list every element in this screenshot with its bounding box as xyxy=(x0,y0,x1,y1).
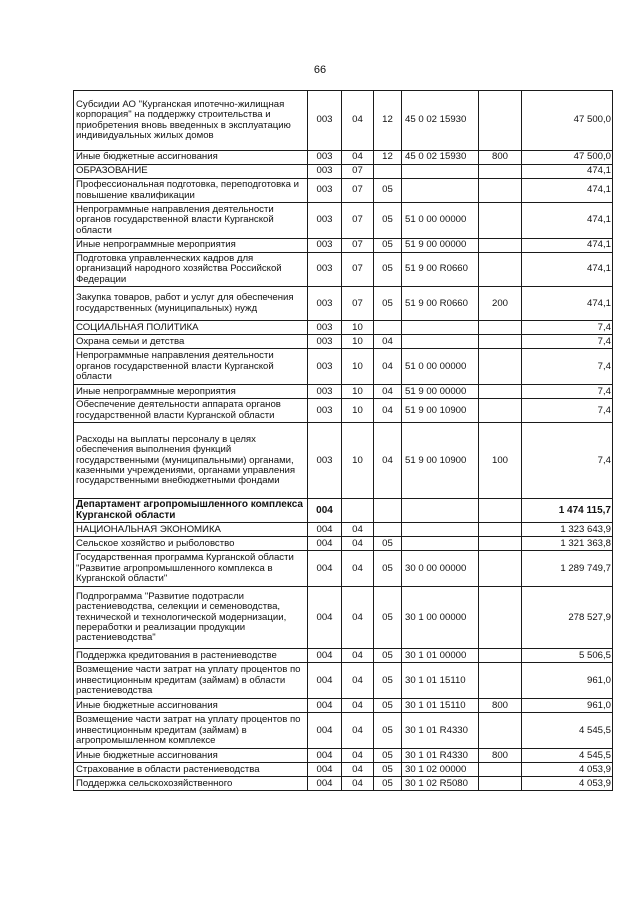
subsection-code-cell: 12 xyxy=(374,151,402,165)
table-row xyxy=(74,399,613,423)
table-row xyxy=(74,203,613,239)
table-row xyxy=(74,499,613,523)
expense-type-cell xyxy=(479,523,522,537)
row-name-cell: СОЦИАЛЬНАЯ ПОЛИТИКА xyxy=(74,321,308,335)
target-article-cell: 45 0 02 15930 xyxy=(402,151,479,165)
section-code-cell: 07 xyxy=(342,239,374,253)
table-row xyxy=(74,165,613,179)
amount-cell: 4 053,9 xyxy=(522,777,613,791)
expense-type-cell xyxy=(479,253,522,287)
row-name-cell: Непрограммные направления деятельности органов государственной власти Курганской области xyxy=(74,349,308,385)
section-code-cell: 07 xyxy=(342,179,374,203)
expense-type-cell xyxy=(479,499,522,523)
subsection-code-cell: 05 xyxy=(374,551,402,587)
ministry-code-cell: 003 xyxy=(308,349,342,385)
amount-cell: 961,0 xyxy=(522,699,613,713)
row-name-cell: Сельское хозяйство и рыболовство xyxy=(74,537,308,551)
target-article-cell: 30 1 01 00000 xyxy=(402,649,479,663)
table-row xyxy=(74,287,613,321)
section-code-cell: 04 xyxy=(342,777,374,791)
ministry-code-cell: 003 xyxy=(308,423,342,499)
section-code-cell: 04 xyxy=(342,749,374,763)
section-code-cell: 07 xyxy=(342,203,374,239)
target-article-cell xyxy=(402,165,479,179)
ministry-code-cell: 004 xyxy=(308,587,342,649)
ministry-code-cell: 004 xyxy=(308,713,342,749)
table-row xyxy=(74,239,613,253)
subsection-code-cell: 05 xyxy=(374,179,402,203)
table-row xyxy=(74,335,613,349)
expense-type-cell: 800 xyxy=(479,699,522,713)
section-code-cell: 04 xyxy=(342,663,374,699)
target-article-cell: 30 1 01 R4330 xyxy=(402,713,479,749)
amount-cell: 7,4 xyxy=(522,335,613,349)
ministry-code-cell: 003 xyxy=(308,179,342,203)
ministry-code-cell: 003 xyxy=(308,165,342,179)
row-name-cell: Непрограммные направления деятельности органов государственной власти Курганской области xyxy=(74,203,308,239)
table-row xyxy=(74,151,613,165)
expense-type-cell xyxy=(479,385,522,399)
subsection-code-cell xyxy=(374,523,402,537)
target-article-cell: 30 1 01 15110 xyxy=(402,663,479,699)
target-article-cell: 30 1 01 15110 xyxy=(402,699,479,713)
expense-type-cell xyxy=(479,321,522,335)
expense-type-cell xyxy=(479,649,522,663)
row-name-cell: Государственная программа Курганской области "Развитие агропромышленного комплекса в Курганской области" xyxy=(74,551,308,587)
target-article-cell: 51 9 00 R0660 xyxy=(402,253,479,287)
row-name-cell: Иные бюджетные ассигнования xyxy=(74,749,308,763)
ministry-code-cell: 004 xyxy=(308,537,342,551)
ministry-code-cell: 003 xyxy=(308,399,342,423)
ministry-code-cell: 004 xyxy=(308,551,342,587)
section-code-cell: 04 xyxy=(342,537,374,551)
ministry-code-cell: 004 xyxy=(308,763,342,777)
target-article-cell xyxy=(402,537,479,551)
row-name-cell: Подготовка управленческих кадров для организаций народного хозяйства Российской Федерации xyxy=(74,253,308,287)
row-name-cell: Профессиональная подготовка, переподготовка и повышение квалификации xyxy=(74,179,308,203)
amount-cell: 474,1 xyxy=(522,253,613,287)
table-row xyxy=(74,91,613,151)
amount-cell: 4 545,5 xyxy=(522,713,613,749)
ministry-code-cell: 004 xyxy=(308,699,342,713)
table-row xyxy=(74,537,613,551)
section-code-cell: 04 xyxy=(342,699,374,713)
subsection-code-cell: 05 xyxy=(374,587,402,649)
section-code-cell: 07 xyxy=(342,253,374,287)
table-row xyxy=(74,253,613,287)
expense-type-cell xyxy=(479,335,522,349)
amount-cell: 5 506,5 xyxy=(522,649,613,663)
subsection-code-cell: 04 xyxy=(374,399,402,423)
subsection-code-cell: 05 xyxy=(374,713,402,749)
section-code-cell xyxy=(342,499,374,523)
expense-type-cell xyxy=(479,239,522,253)
row-name-cell: Охрана семьи и детства xyxy=(74,335,308,349)
target-article-cell: 51 9 00 10900 xyxy=(402,399,479,423)
amount-cell: 7,4 xyxy=(522,385,613,399)
ministry-code-cell: 003 xyxy=(308,151,342,165)
row-name-cell: Иные непрограммные мероприятия xyxy=(74,385,308,399)
ministry-code-cell: 004 xyxy=(308,523,342,537)
table-row xyxy=(74,587,613,649)
target-article-cell: 30 1 01 R4330 xyxy=(402,749,479,763)
section-code-cell: 07 xyxy=(342,165,374,179)
subsection-code-cell: 05 xyxy=(374,253,402,287)
section-code-cell: 04 xyxy=(342,523,374,537)
target-article-cell xyxy=(402,523,479,537)
expense-type-cell xyxy=(479,203,522,239)
table-row xyxy=(74,699,613,713)
subsection-code-cell: 04 xyxy=(374,385,402,399)
target-article-cell: 51 9 00 10900 xyxy=(402,423,479,499)
expense-type-cell xyxy=(479,587,522,649)
section-code-cell: 04 xyxy=(342,763,374,777)
table-row xyxy=(74,649,613,663)
ministry-code-cell: 003 xyxy=(308,203,342,239)
expense-type-cell xyxy=(479,551,522,587)
subsection-code-cell: 05 xyxy=(374,699,402,713)
target-article-cell: 51 9 00 00000 xyxy=(402,239,479,253)
table-row xyxy=(74,777,613,791)
row-name-cell: Поддержка кредитования в растениеводстве xyxy=(74,649,308,663)
ministry-code-cell: 004 xyxy=(308,663,342,699)
expense-type-cell xyxy=(479,165,522,179)
row-name-cell: Возмещение части затрат на уплату процентов по инвестиционным кредитам (займам) в агропромышленном комплексе xyxy=(74,713,308,749)
target-article-cell xyxy=(402,179,479,203)
section-code-cell: 10 xyxy=(342,335,374,349)
ministry-code-cell: 003 xyxy=(308,287,342,321)
section-code-cell: 04 xyxy=(342,713,374,749)
table-row xyxy=(74,349,613,385)
amount-cell: 7,4 xyxy=(522,321,613,335)
section-code-cell: 04 xyxy=(342,91,374,151)
target-article-cell: 30 1 00 00000 xyxy=(402,587,479,649)
table-body xyxy=(74,91,613,791)
table-row xyxy=(74,663,613,699)
row-name-cell: Субсидии АО "Курганская ипотечно-жилищная корпорация" на поддержку строительства и приобретения вновь введенных в эксплуатацию индивидуальных жилых домов xyxy=(74,91,308,151)
amount-cell: 474,1 xyxy=(522,239,613,253)
ministry-code-cell: 003 xyxy=(308,385,342,399)
amount-cell: 474,1 xyxy=(522,287,613,321)
expense-type-cell xyxy=(479,777,522,791)
ministry-code-cell: 003 xyxy=(308,253,342,287)
section-code-cell: 04 xyxy=(342,151,374,165)
subsection-code-cell: 04 xyxy=(374,423,402,499)
expense-type-cell xyxy=(479,663,522,699)
subsection-code-cell: 05 xyxy=(374,537,402,551)
table-row xyxy=(74,763,613,777)
amount-cell: 7,4 xyxy=(522,349,613,385)
subsection-code-cell: 05 xyxy=(374,239,402,253)
target-article-cell xyxy=(402,499,479,523)
row-name-cell: Иные бюджетные ассигнования xyxy=(74,699,308,713)
amount-cell: 1 474 115,7 xyxy=(522,499,613,523)
subsection-code-cell: 05 xyxy=(374,649,402,663)
section-code-cell: 04 xyxy=(342,551,374,587)
subsection-code-cell xyxy=(374,165,402,179)
amount-cell: 1 321 363,8 xyxy=(522,537,613,551)
expense-type-cell: 800 xyxy=(479,749,522,763)
row-name-cell: Иные бюджетные ассигнования xyxy=(74,151,308,165)
subsection-code-cell: 05 xyxy=(374,287,402,321)
ministry-code-cell: 004 xyxy=(308,749,342,763)
row-name-cell: Поддержка сельскохозяйственного xyxy=(74,777,308,791)
amount-cell: 474,1 xyxy=(522,179,613,203)
target-article-cell xyxy=(402,321,479,335)
target-article-cell: 51 9 00 00000 xyxy=(402,385,479,399)
ministry-code-cell: 004 xyxy=(308,649,342,663)
amount-cell: 961,0 xyxy=(522,663,613,699)
amount-cell: 7,4 xyxy=(522,423,613,499)
row-name-cell: Закупка товаров, работ и услуг для обеспечения государственных (муниципальных) нужд xyxy=(74,287,308,321)
amount-cell: 278 527,9 xyxy=(522,587,613,649)
subsection-code-cell: 04 xyxy=(374,349,402,385)
section-code-cell: 10 xyxy=(342,349,374,385)
row-name-cell: Департамент агропромышленного комплекса Курганской области xyxy=(74,499,308,523)
target-article-cell: 30 0 00 00000 xyxy=(402,551,479,587)
row-name-cell: Подпрограмма "Развитие подотрасли растениеводства, селекции и семеноводства, технической и технологической модернизации, переработки и реализации продукции растениеводства" xyxy=(74,587,308,649)
amount-cell: 47 500,0 xyxy=(522,151,613,165)
amount-cell: 1 323 643,9 xyxy=(522,523,613,537)
row-name-cell: НАЦИОНАЛЬНАЯ ЭКОНОМИКА xyxy=(74,523,308,537)
expense-type-cell: 100 xyxy=(479,423,522,499)
amount-cell: 4 053,9 xyxy=(522,763,613,777)
target-article-cell: 30 1 02 R5080 xyxy=(402,777,479,791)
table-row xyxy=(74,179,613,203)
row-name-cell: Страхование в области растениеводства xyxy=(74,763,308,777)
subsection-code-cell xyxy=(374,321,402,335)
table-row xyxy=(74,713,613,749)
ministry-code-cell: 004 xyxy=(308,499,342,523)
ministry-code-cell: 003 xyxy=(308,335,342,349)
subsection-code-cell: 05 xyxy=(374,749,402,763)
table-row xyxy=(74,423,613,499)
subsection-code-cell xyxy=(374,499,402,523)
expense-type-cell xyxy=(479,399,522,423)
section-code-cell: 10 xyxy=(342,399,374,423)
expense-type-cell xyxy=(479,713,522,749)
row-name-cell: ОБРАЗОВАНИЕ xyxy=(74,165,308,179)
target-article-cell: 51 9 00 R0660 xyxy=(402,287,479,321)
expense-type-cell: 800 xyxy=(479,151,522,165)
section-code-cell: 07 xyxy=(342,287,374,321)
expense-type-cell: 200 xyxy=(479,287,522,321)
subsection-code-cell: 05 xyxy=(374,763,402,777)
row-name-cell: Расходы на выплаты персоналу в целях обеспечения выполнения функций государственными (муниципальными) органами, казенными учреждениями, органами управления государственными внебюджетными фондами xyxy=(74,423,308,499)
ministry-code-cell: 004 xyxy=(308,777,342,791)
subsection-code-cell: 05 xyxy=(374,203,402,239)
target-article-cell: 45 0 02 15930 xyxy=(402,91,479,151)
target-article-cell: 30 1 02 00000 xyxy=(402,763,479,777)
subsection-code-cell: 05 xyxy=(374,663,402,699)
row-name-cell: Обеспечение деятельности аппарата органов государственной власти Курганской области xyxy=(74,399,308,423)
expense-type-cell xyxy=(479,763,522,777)
table-row xyxy=(74,749,613,763)
subsection-code-cell: 12 xyxy=(374,91,402,151)
section-code-cell: 10 xyxy=(342,321,374,335)
row-name-cell: Возмещение части затрат на уплату процентов по инвестиционным кредитам (займам) в области растениеводства xyxy=(74,663,308,699)
section-code-cell: 10 xyxy=(342,385,374,399)
amount-cell: 474,1 xyxy=(522,203,613,239)
target-article-cell: 51 0 00 00000 xyxy=(402,203,479,239)
amount-cell: 1 289 749,7 xyxy=(522,551,613,587)
amount-cell: 7,4 xyxy=(522,399,613,423)
table-row xyxy=(74,321,613,335)
ministry-code-cell: 003 xyxy=(308,91,342,151)
expense-type-cell xyxy=(479,91,522,151)
target-article-cell: 51 0 00 00000 xyxy=(402,349,479,385)
expense-type-cell xyxy=(479,179,522,203)
ministry-code-cell: 003 xyxy=(308,239,342,253)
table-row xyxy=(74,385,613,399)
amount-cell: 4 545,5 xyxy=(522,749,613,763)
budget-table xyxy=(73,90,613,791)
section-code-cell: 04 xyxy=(342,587,374,649)
target-article-cell xyxy=(402,335,479,349)
ministry-code-cell: 003 xyxy=(308,321,342,335)
section-code-cell: 04 xyxy=(342,649,374,663)
subsection-code-cell: 04 xyxy=(374,335,402,349)
expense-type-cell xyxy=(479,537,522,551)
section-code-cell: 10 xyxy=(342,423,374,499)
amount-cell: 474,1 xyxy=(522,165,613,179)
row-name-cell: Иные непрограммные мероприятия xyxy=(74,239,308,253)
table-row xyxy=(74,551,613,587)
page-number: 66 xyxy=(313,64,327,76)
amount-cell: 47 500,0 xyxy=(522,91,613,151)
expense-type-cell xyxy=(479,349,522,385)
table-row xyxy=(74,523,613,537)
subsection-code-cell: 05 xyxy=(374,777,402,791)
